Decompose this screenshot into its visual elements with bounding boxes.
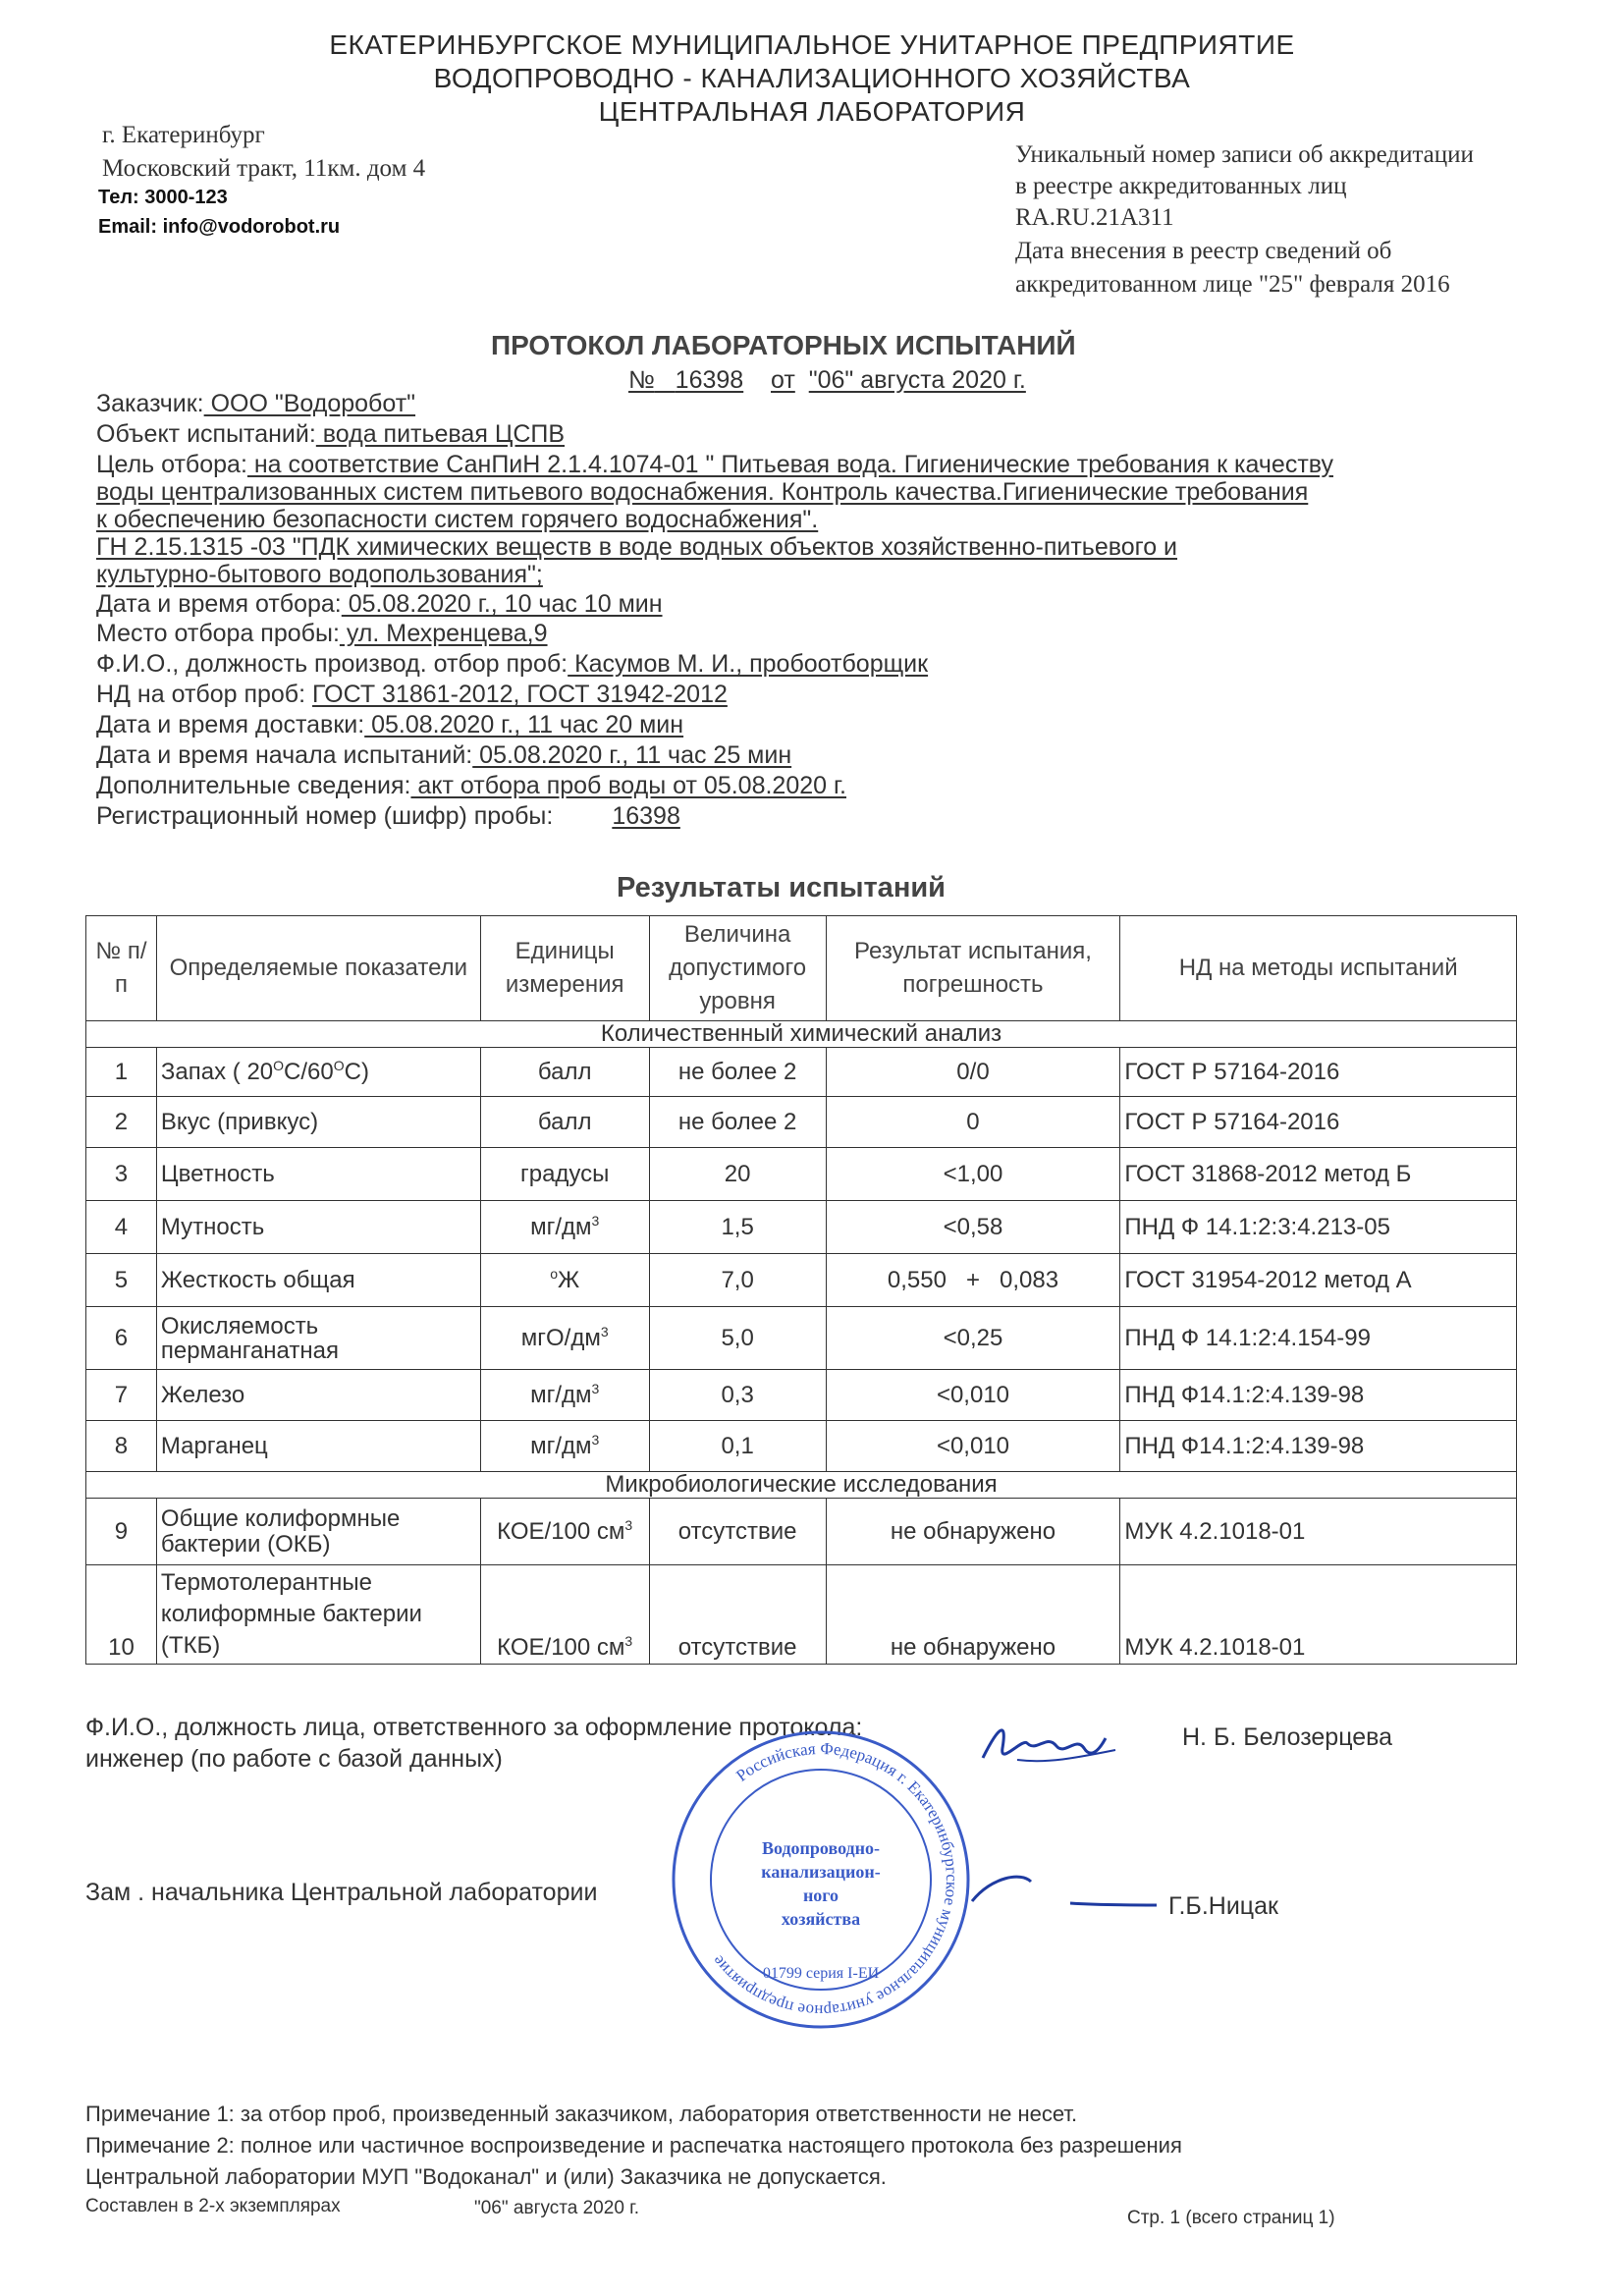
unit-text: Ж xyxy=(558,1267,580,1293)
row-result: не обнаружено xyxy=(826,1499,1120,1565)
row-result: <0,010 xyxy=(826,1421,1120,1472)
customer-label: Заказчик: xyxy=(96,390,204,417)
accreditation-line1: Уникальный номер записи об аккредитации xyxy=(1015,141,1474,168)
page-number: Стр. 1 (всего страниц 1) xyxy=(1127,2208,1335,2228)
row-result: 0/0 xyxy=(826,1048,1120,1097)
row-num: 10 xyxy=(86,1565,157,1665)
sampling-time-row xyxy=(96,591,663,618)
row-unit xyxy=(480,1499,649,1565)
degree-sup: O xyxy=(273,1058,285,1073)
row-method: МУК 4.2.1018-01 xyxy=(1120,1565,1517,1665)
table-row xyxy=(86,1499,1517,1565)
row-method: ПНД Ф 14.1:2:3:4.213-05 xyxy=(1120,1201,1517,1254)
phone: Тел: 3000-123 xyxy=(98,187,228,208)
organization-stamp xyxy=(664,1722,978,2037)
row-indicator: Железо xyxy=(156,1370,480,1421)
results-table xyxy=(85,915,1517,1665)
table-row xyxy=(86,1254,1517,1307)
accreditation-line5: аккредитованном лице "25" февраля 2016 xyxy=(1015,271,1450,298)
row-limit: отсутствие xyxy=(649,1565,826,1665)
reg-label: Регистрационный номер (шифр) пробы: xyxy=(96,802,554,830)
row-unit: градусы xyxy=(480,1148,649,1201)
row-num: 5 xyxy=(86,1254,157,1307)
address: Московский тракт, 11км. дом 4 xyxy=(102,155,426,182)
signature-nitsak xyxy=(962,1862,1159,1921)
nd-value: ГОСТ 31861-2012, ГОСТ 31942-2012 xyxy=(312,681,728,708)
from-label: от xyxy=(771,366,795,394)
row-method: МУК 4.2.1018-01 xyxy=(1120,1499,1517,1565)
row-method: ПНД Ф14.1:2:4.139-98 xyxy=(1120,1421,1517,1472)
row-result: <0,58 xyxy=(826,1201,1120,1254)
unit-sup: 3 xyxy=(600,1324,609,1339)
row-indicator: Вкус (привкус) xyxy=(156,1097,480,1148)
col-indicator: Определяемые показатели xyxy=(156,916,480,1021)
row-result: 0,550 + 0,083 xyxy=(826,1254,1120,1307)
unit-sup: o xyxy=(550,1266,558,1282)
org-name-line1: ЕКАТЕРИНБУРГСКОЕ МУНИЦИПАЛЬНОЕ УНИТАРНОЕ ПРЕДПРИЯТИЕ xyxy=(329,29,1295,60)
indicator-text-mid: C/60 xyxy=(284,1059,334,1085)
delivery-value: 05.08.2020 г., 11 час 20 мин xyxy=(364,711,684,738)
deputy-name: Г.Б.Ницак xyxy=(1168,1892,1278,1920)
delivery-row xyxy=(96,712,683,738)
row-method: ГОСТ Р 57164-2016 xyxy=(1120,1097,1517,1148)
row-indicator: Марганец xyxy=(156,1421,480,1472)
unit-sup: 3 xyxy=(624,1517,633,1533)
row-unit: балл xyxy=(480,1048,649,1097)
row-indicator: Мутность xyxy=(156,1201,480,1254)
row-num: 1 xyxy=(86,1048,157,1097)
sampler-label: Ф.И.О., должность производ. отбор проб: xyxy=(96,650,568,678)
row-result: <1,00 xyxy=(826,1148,1120,1201)
deputy-title: Зам . начальника Центральной лаборатории xyxy=(85,1879,598,1906)
row-result: <0,25 xyxy=(826,1307,1120,1370)
unit-text: мг/дм xyxy=(530,1214,592,1240)
stamp-center-4: хозяйства xyxy=(781,1909,861,1929)
row-limit: 5,0 xyxy=(649,1307,826,1370)
email: Email: info@vodorobot.ru xyxy=(98,216,341,238)
object-value: вода питьевая ЦСПВ xyxy=(315,420,566,448)
extra-label: Дополнительные сведения: xyxy=(96,772,411,799)
table-row xyxy=(86,1048,1517,1097)
section-row xyxy=(86,1021,1517,1048)
row-num: 2 xyxy=(86,1097,157,1148)
responsible-line2: инженер (по работе с базой данных) xyxy=(85,1745,503,1773)
row-limit: не более 2 xyxy=(649,1097,826,1148)
protocol-title: ПРОТОКОЛ ЛАБОРАТОРНЫХ ИСПЫТАНИЙ xyxy=(491,330,1076,360)
protocol-date: "06" августа 2020 г. xyxy=(808,366,1026,394)
row-method: ГОСТ 31954-2012 метод А xyxy=(1120,1254,1517,1307)
unit-sup: 3 xyxy=(624,1633,633,1649)
org-name-line3: ЦЕНТРАЛЬНАЯ ЛАБОРАТОРИЯ xyxy=(598,96,1026,127)
row-unit xyxy=(480,1565,649,1665)
stamp-bottom: 01799 серия I-ЕИ xyxy=(762,1965,880,1982)
purpose-line2: воды централизованных систем питьевого водоснабжения. Контроль качества.Гигиенические требования xyxy=(96,478,1309,506)
copies: Составлен в 2-х экземплярах xyxy=(85,2196,341,2216)
sampler-row xyxy=(96,651,928,678)
row-result: <0,010 xyxy=(826,1370,1120,1421)
customer-value: ООО "Водоробот" xyxy=(203,390,416,417)
row-unit xyxy=(480,1370,649,1421)
row-method: ПНД Ф 14.1:2:4.154-99 xyxy=(1120,1307,1517,1370)
row-num: 4 xyxy=(86,1201,157,1254)
row-result: не обнаружено xyxy=(826,1565,1120,1665)
accreditation-number: RA.RU.21А311 xyxy=(1015,204,1174,231)
reg-row xyxy=(96,803,680,830)
row-method: ГОСТ 31868-2012 метод Б xyxy=(1120,1148,1517,1201)
copies-date: "06" августа 2020 г. xyxy=(474,2198,640,2218)
row-unit xyxy=(480,1201,649,1254)
unit-sup: 3 xyxy=(591,1381,600,1396)
section-row xyxy=(86,1472,1517,1499)
unit-text: мг/дм xyxy=(530,1433,592,1459)
degree-sup: O xyxy=(333,1058,345,1073)
protocol-number-line xyxy=(628,367,1026,394)
row-num: 3 xyxy=(86,1148,157,1201)
place-value: ул. Мехренцева,9 xyxy=(339,620,548,647)
unit-text: мг/дм xyxy=(530,1382,592,1408)
section-chem: Количественный химический анализ xyxy=(86,1021,1517,1048)
results-title: Результаты испытаний xyxy=(617,872,946,903)
row-indicator: Цветность xyxy=(156,1148,480,1201)
table-header xyxy=(86,916,1517,1021)
table-row xyxy=(86,1148,1517,1201)
row-unit: балл xyxy=(480,1097,649,1148)
row-unit xyxy=(480,1421,649,1472)
row-method: ГОСТ Р 57164-2016 xyxy=(1120,1048,1517,1097)
indicator-text-end: C) xyxy=(344,1059,369,1085)
place-label: Место отбора пробы: xyxy=(96,620,340,647)
sampling-time-label: Дата и время отбора: xyxy=(96,590,342,618)
signature-belozertseva xyxy=(968,1709,1125,1777)
row-num: 9 xyxy=(86,1499,157,1565)
stamp-center-2: канализацион- xyxy=(761,1862,881,1882)
sampling-time-value: 05.08.2020 г., 10 час 10 мин xyxy=(341,590,663,618)
row-indicator: Общие колиформные бактерии (ОКБ) xyxy=(156,1499,480,1565)
indicator-text: Запах ( 20 xyxy=(160,1059,274,1085)
protocol-number: 16398 xyxy=(675,366,744,394)
stamp-center-1: Водопроводно- xyxy=(761,1838,881,1858)
row-indicator: Жесткость общая xyxy=(156,1254,480,1307)
row-result: 0 xyxy=(826,1097,1120,1148)
note-1: Примечание 1: за отбор проб, произведенный заказчиком, лаборатория ответственности не несет. xyxy=(85,2102,1078,2126)
row-limit: отсутствие xyxy=(649,1499,826,1565)
row-indicator xyxy=(156,1048,480,1097)
col-result: Результат испытания, погрешность xyxy=(826,916,1120,1021)
unit-sup: 3 xyxy=(591,1432,600,1448)
col-limit: Величина допустимого уровня xyxy=(649,916,826,1021)
object-row xyxy=(96,421,565,448)
extra-row xyxy=(96,773,846,799)
row-indicator: Окисляемость перманганатная xyxy=(156,1307,480,1370)
nd-label: НД на отбор проб: xyxy=(96,681,313,708)
purpose-line1: на соответствие СанПиН 2.1.4.1074-01 " Питьевая вода. Гигиенические требования к качеству xyxy=(246,451,1333,478)
row-unit xyxy=(480,1254,649,1307)
accreditation-line4: Дата внесения в реестр сведений об xyxy=(1015,238,1392,264)
col-method: НД на методы испытаний xyxy=(1120,916,1517,1021)
note-2-line2: Центральной лаборатории МУП "Водоканал" и (или) Заказчика не допускается. xyxy=(85,2164,887,2189)
unit-text: КОЕ/100 см xyxy=(497,1518,625,1545)
start-row xyxy=(96,742,791,769)
purpose-row xyxy=(96,452,1333,478)
extra-value: акт отбора проб воды от 05.08.2020 г. xyxy=(410,772,846,799)
start-label: Дата и время начала испытаний: xyxy=(96,741,473,769)
row-method: ПНД Ф14.1:2:4.139-98 xyxy=(1120,1370,1517,1421)
responsible-name: Н. Б. Белозерцева xyxy=(1182,1723,1393,1751)
purpose-line3: к обеспечению безопасности систем горячего водоснабжения". xyxy=(96,506,819,533)
table-row xyxy=(86,1097,1517,1148)
purpose-label: Цель отбора: xyxy=(96,451,247,478)
start-value: 05.08.2020 г., 11 час 25 мин xyxy=(472,741,792,769)
delivery-label: Дата и время доставки: xyxy=(96,711,365,738)
customer-row xyxy=(96,391,415,417)
row-limit: 0,3 xyxy=(649,1370,826,1421)
row-limit: 0,1 xyxy=(649,1421,826,1472)
unit-sup: 3 xyxy=(591,1213,600,1229)
row-limit: 7,0 xyxy=(649,1254,826,1307)
reg-value: 16398 xyxy=(612,802,680,830)
sampler-value: Касумов М. И., пробоотборщик xyxy=(568,650,929,678)
col-num: № п/п xyxy=(86,916,157,1021)
table-row xyxy=(86,1201,1517,1254)
table-row xyxy=(86,1565,1517,1665)
purpose-line4: ГН 2.15.1315 -03 "ПДК химических веществ в воде водных объектов хозяйственно-питьевого и xyxy=(96,533,1178,561)
responsible-line1: Ф.И.О., должность лица, ответственного за оформление протокола: xyxy=(85,1714,863,1741)
nd-row xyxy=(96,682,728,708)
number-label: № xyxy=(628,366,655,394)
row-limit: 20 xyxy=(649,1148,826,1201)
table-row xyxy=(86,1370,1517,1421)
row-num: 7 xyxy=(86,1370,157,1421)
row-num: 6 xyxy=(86,1307,157,1370)
stamp-ring-text: Российская Федерация г. Екатеринбургское муниципальное унитарное предприятие xyxy=(708,1738,962,2021)
row-limit: не более 2 xyxy=(649,1048,826,1097)
note-2-line1: Примечание 2: полное или частичное воспроизведение и распечатка настоящего протокола без разрешения xyxy=(85,2133,1182,2158)
stamp-center-3: ного xyxy=(802,1886,839,1905)
city: г. Екатеринбург xyxy=(102,122,265,148)
col-units: Единицы измерения xyxy=(480,916,649,1021)
purpose-line5: культурно-бытового водопользования"; xyxy=(96,561,543,588)
accreditation-line2: в реестре аккредитованных лиц xyxy=(1015,173,1347,199)
section-micro: Микробиологические исследования xyxy=(86,1472,1517,1499)
row-num: 8 xyxy=(86,1421,157,1472)
table-row xyxy=(86,1421,1517,1472)
row-unit xyxy=(480,1307,649,1370)
org-name-line2: ВОДОПРОВОДНО - КАНАЛИЗАЦИОННОГО ХОЗЯЙСТВА xyxy=(433,63,1191,93)
table-row xyxy=(86,1307,1517,1370)
row-indicator: Термотолерантные колиформные бактерии (ТКБ) xyxy=(156,1565,480,1665)
object-label: Объект испытаний: xyxy=(96,420,316,448)
row-limit: 1,5 xyxy=(649,1201,826,1254)
unit-text: мгО/дм xyxy=(520,1325,601,1351)
unit-text: КОЕ/100 см xyxy=(497,1634,625,1661)
place-row xyxy=(96,621,548,647)
